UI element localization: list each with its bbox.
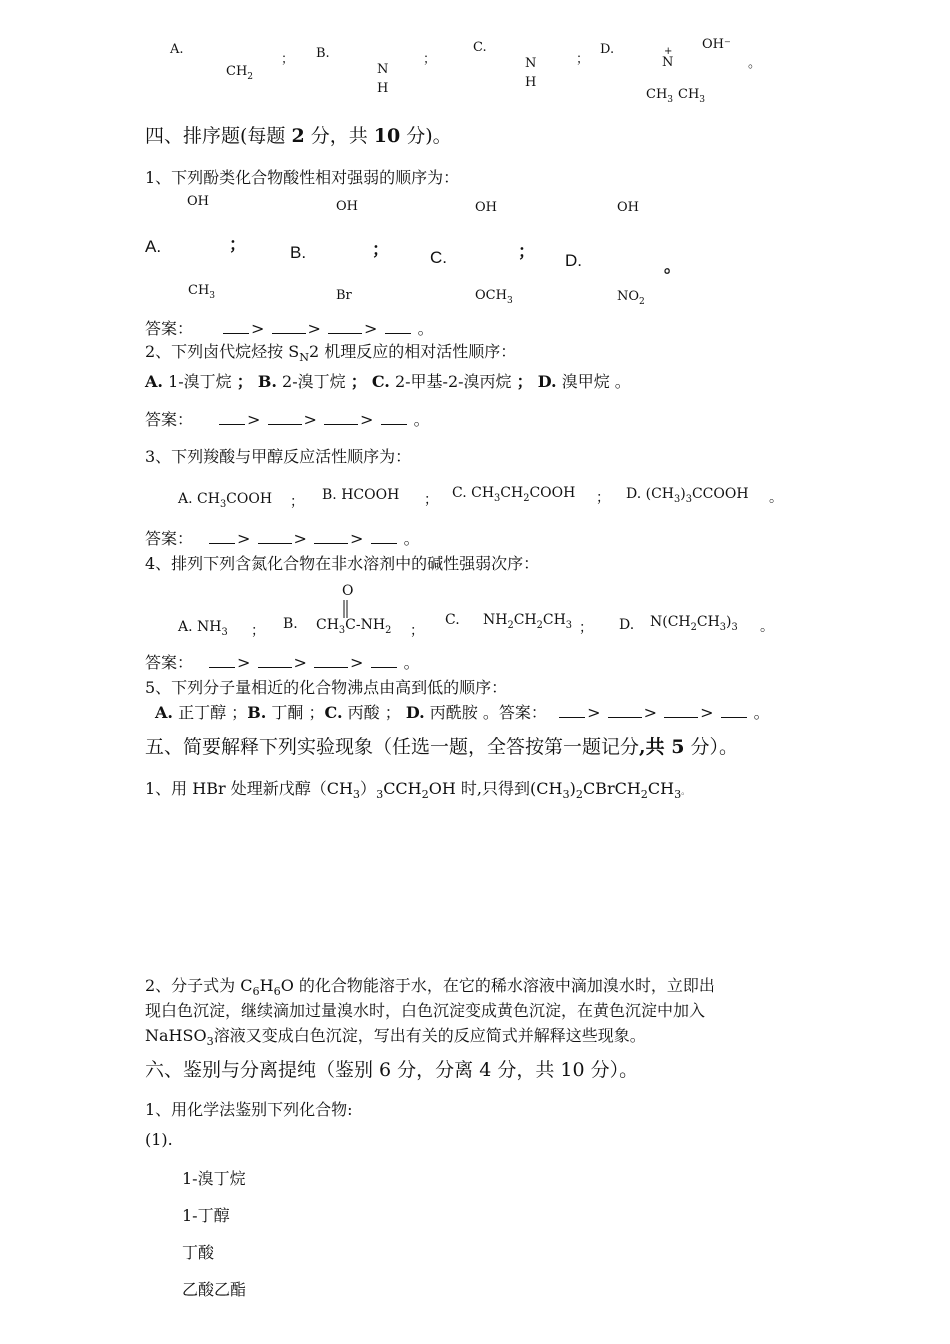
separator: ； xyxy=(372,240,389,259)
option-b-label: B. xyxy=(316,46,330,61)
q4-option-c-structure: $NH_2CH_2CH_3$ xyxy=(483,612,573,631)
phenol-c-oh: OH xyxy=(475,200,497,215)
separator: ； xyxy=(424,492,438,508)
q4-option-d-structure: $N(CH_2CH_3)_3$ xyxy=(650,614,738,633)
phenol-c-sub: $OCH_3$ xyxy=(475,288,513,306)
list-item: 1-溴丁烷 xyxy=(182,1169,246,1188)
phenol-d-sub: $NO_2$ xyxy=(617,289,645,307)
section5-q2-line2: 现白色沉淀，继续滴加过量溴水时，白色沉淀变成黄色沉淀，在黄色沉淀中加入 xyxy=(145,1001,706,1020)
q5-options: A. 正丁醇 ；B. 丁酮 ；C. 丙酸 ； D. 丙酰胺 。答案： > > > 。 xyxy=(155,703,770,722)
section6-title: 六、鉴别与分离提纯（鉴别 6 分，分离 4 分，共 10 分）。 xyxy=(145,1059,639,1081)
q4-option-b-o: O xyxy=(342,583,354,599)
option-d-n: N xyxy=(662,55,674,70)
list-item: 乙酸乙酯 xyxy=(182,1280,247,1299)
q1-text: 1、下列酚类化合物酸性相对强弱的顺序为： xyxy=(145,168,460,187)
end-mark: 。 xyxy=(760,619,774,635)
option-d-ch3-left: $CH_3$ xyxy=(646,87,674,105)
separator: ； xyxy=(576,52,590,67)
q4-text: 4、排列下列含氮化合物在非水溶剂中的碱性强弱次序： xyxy=(145,554,540,573)
q3-option-c: C. $CH_3CH_2COOH$ xyxy=(452,485,576,504)
q2-answer: 答案： > > > 。 xyxy=(145,410,430,429)
phenol-c-label: C. xyxy=(430,248,447,267)
q3-text: 3、下列羧酸与甲醇反应活性顺序为： xyxy=(145,447,412,466)
option-a-label: A. xyxy=(170,42,184,57)
end-mark: 。 xyxy=(769,490,783,506)
option-b-n: N xyxy=(377,62,389,77)
list-item: 1-丁醇 xyxy=(182,1206,230,1225)
q3-option-b: B. HCOOH xyxy=(322,487,400,503)
separator: ； xyxy=(579,620,593,636)
section4-title: 四、排序题(每题 2 分，共 10 分)。 xyxy=(145,125,452,147)
separator: ； xyxy=(290,494,304,510)
q4-option-a: A. $NH_3$ xyxy=(178,619,228,638)
list-item: 丁酸 xyxy=(182,1243,215,1262)
q4-option-d-label: D. xyxy=(619,617,635,633)
section6-sub1: (1). xyxy=(145,1130,173,1149)
option-d-plus: + xyxy=(664,46,673,57)
separator: ； xyxy=(596,490,610,506)
option-c-label: C. xyxy=(473,40,487,55)
end-mark: 。 xyxy=(664,257,681,276)
q2-options: A. 1-溴丁烷 ； B. 2-溴丁烷 ； C. 2-甲基-2-溴丙烷 ； D. 溴甲烷 。 xyxy=(145,372,631,391)
q1-answer: 答案： > > > 。 xyxy=(145,319,434,338)
separator: ； xyxy=(410,623,424,639)
option-c-n: N xyxy=(525,56,537,71)
separator: ； xyxy=(251,623,265,639)
phenol-b-sub: Br xyxy=(336,288,352,303)
phenol-a-label: A. xyxy=(145,237,162,256)
q4-option-b-label: B. xyxy=(283,616,298,632)
q3-answer: 答案： > > > 。 xyxy=(145,529,420,548)
q3-option-a: A. $CH_3COOH$ xyxy=(178,491,273,510)
section5-title: 五、简要解释下列实验现象（任选一题，全答按第一题记分,共 5 分）。 xyxy=(145,736,739,758)
section5-q2-line1: 2、分子式为 $C_6H_6O$ 的化合物能溶于水，在它的稀水溶液中滴加溴水时，立即出 xyxy=(145,976,715,998)
q4-option-b-structure: $CH_3C-NH_2$ xyxy=(316,617,392,636)
option-b-h: H xyxy=(377,81,389,96)
option-a-structure: $CH_2$ xyxy=(226,64,254,82)
option-d-label: D. xyxy=(600,42,615,57)
option-c-h: H xyxy=(525,75,537,90)
separator: ； xyxy=(229,235,246,254)
section5-q1: 1、用 HBr 处理新戊醇$(CH_3)_3CCH_2OH$ 时,只得到$(CH_3)_2CBrCH_2CH_3$。 xyxy=(145,779,690,801)
section6-q1: 1、用化学法鉴别下列化合物: xyxy=(145,1100,353,1119)
separator: ； xyxy=(281,52,295,67)
phenol-a-oh: OH xyxy=(187,194,209,209)
q2-text: 2、下列卤代烷烃按 $S_N2$ 机理反应的相对活性顺序： xyxy=(145,342,517,364)
phenol-d-oh: OH xyxy=(617,200,639,215)
q4-option-c-label: C. xyxy=(445,612,460,628)
separator: ； xyxy=(423,52,437,67)
q4-answer: 答案： > > > 。 xyxy=(145,653,420,672)
q5-text: 5、下列分子量相近的化合物沸点由高到低的顺序： xyxy=(145,678,508,697)
option-d-ch3-right: $CH_3$ xyxy=(678,87,706,105)
option-d-oh: OH⁻ xyxy=(702,37,731,52)
end-mark: 。 xyxy=(748,56,762,71)
separator: ； xyxy=(518,242,535,261)
phenol-a-sub: $CH_3$ xyxy=(188,283,216,301)
phenol-b-label: B. xyxy=(290,243,307,262)
phenol-d-label: D. xyxy=(565,251,582,270)
q3-option-d: D. $(CH_3)_3CCOOH$ xyxy=(626,486,749,505)
section5-q2-line3: NaHSO$_3$溶液又变成白色沉淀，写出有关的反应简式并解释这些现象。 xyxy=(145,1026,646,1048)
phenol-b-oh: OH xyxy=(336,199,358,214)
